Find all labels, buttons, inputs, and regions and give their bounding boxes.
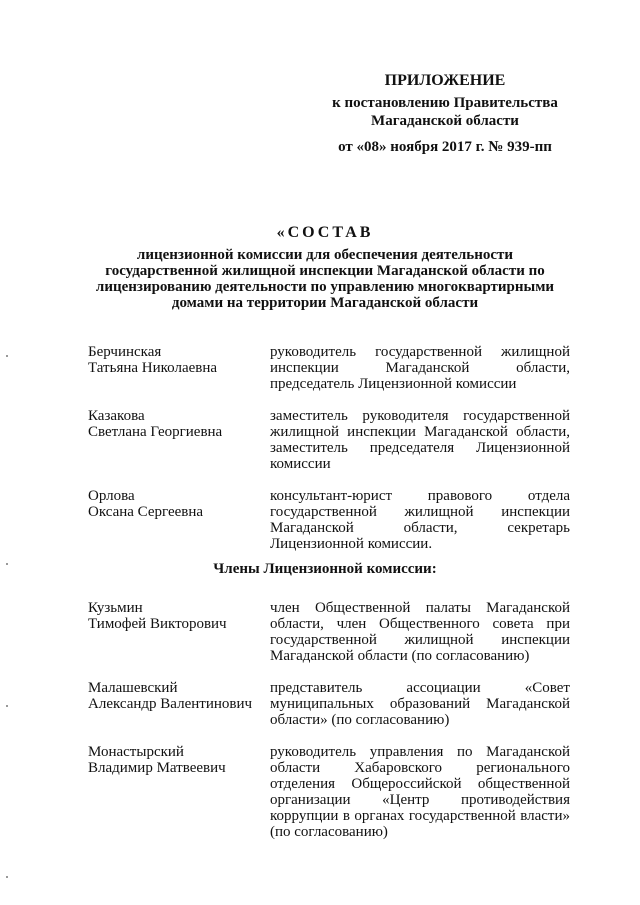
members-heading: Члены Лицензионной комиссии:	[213, 561, 437, 577]
person-given-name: Владимир Матвеевич	[88, 760, 226, 776]
person-name	[88, 344, 258, 392]
person-surname: Кузьмин	[88, 600, 143, 616]
composition-line-3: лицензированию деятельности по управлению многоквартирными	[95, 279, 555, 295]
person-name	[88, 600, 258, 664]
person-surname: Малашевский	[88, 680, 178, 696]
person-role: представитель ассоциации «Совет муниципальных образований Магаданской области» (по согласованию)	[270, 680, 570, 728]
person-given-name: Оксана Сергеевна	[88, 504, 204, 520]
person-name	[88, 408, 258, 472]
person-role: консультант-юрист правового отдела государственной жилищной инспекции Магаданской области, секретарь Лицензионной комиссии.	[270, 488, 570, 552]
person-role: руководитель управления по Магаданской области Хабаровского регионального отделения Общероссийской общественной организации «Центр противодействия коррупции в органах государственной власти» (по согласованию)	[270, 744, 570, 840]
person-name	[88, 488, 258, 552]
appendix-line-1: к постановлению Правительства	[332, 95, 558, 111]
person-given-name: Александр Валентинович	[88, 696, 253, 712]
person-surname: Монастырский	[88, 744, 184, 760]
scan-mark	[6, 563, 8, 565]
scan-mark	[6, 705, 8, 707]
scan-mark	[6, 355, 8, 357]
appendix-line-2: Магаданской области	[371, 113, 519, 129]
person-surname: Казакова	[88, 408, 145, 424]
scan-mark	[6, 876, 8, 878]
composition-line-4: домами на территории Магаданской области	[171, 295, 479, 311]
person-given-name: Светлана Георгиевна	[88, 424, 223, 440]
person-role: руководитель государственной жилищной инспекции Магаданской области, председатель Лицензионной комиссии	[270, 344, 570, 392]
person-name	[88, 744, 258, 840]
appendix-title: ПРИЛОЖЕНИЕ	[384, 72, 506, 89]
person-surname: Берчинская	[88, 344, 162, 360]
person-given-name: Тимофей Викторович	[88, 616, 227, 632]
list-item	[88, 488, 570, 552]
list-item	[88, 680, 570, 728]
list-item	[88, 744, 570, 840]
person-given-name: Татьяна Николаевна	[88, 360, 218, 376]
appendix-block	[300, 72, 590, 156]
person-role: заместитель руководителя государственной жилищной инспекции Магаданской области, заместитель председателя Лицензионной комиссии	[270, 408, 570, 472]
composition-line-1: лицензионной комиссии для обеспечения деятельности	[136, 247, 514, 263]
appendix-date-line: от «08» ноября 2017 г. № 939-пп	[338, 139, 552, 155]
person-role: член Общественной палаты Магаданской области, член Общественного совета при государственной жилищной инспекции Магаданской области (по согласованию)	[270, 600, 570, 664]
leadership-list	[88, 344, 570, 568]
composition-line-2: государственной жилищной инспекции Магаданской области по	[105, 263, 545, 279]
person-name	[88, 680, 258, 728]
list-item	[88, 344, 570, 392]
members-list	[88, 600, 570, 856]
composition-title-block	[90, 225, 560, 311]
list-item	[88, 600, 570, 664]
composition-heading: «СОСТАВ	[276, 224, 374, 241]
list-item	[88, 408, 570, 472]
person-surname: Орлова	[88, 488, 135, 504]
